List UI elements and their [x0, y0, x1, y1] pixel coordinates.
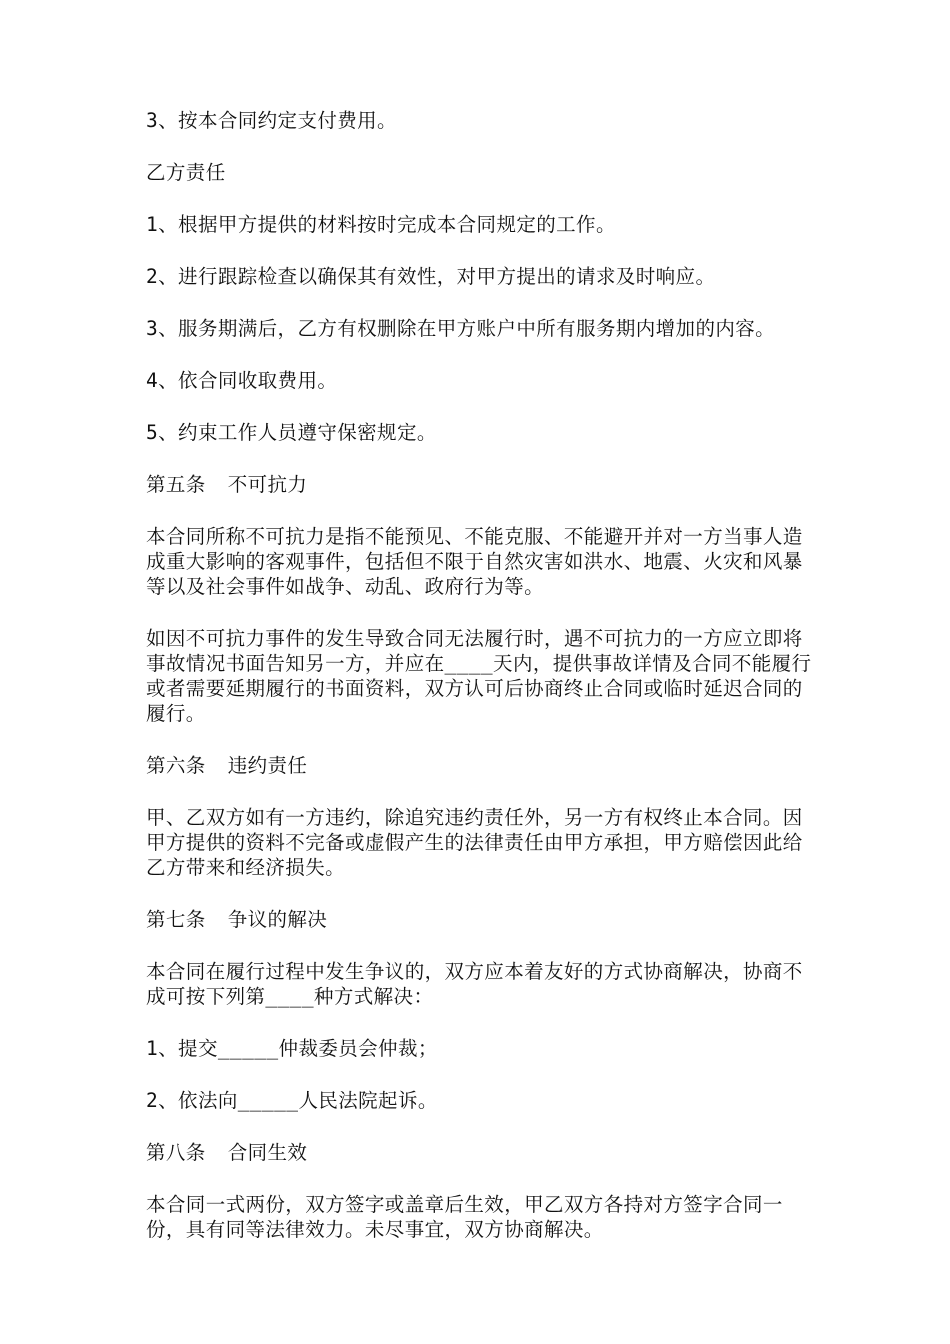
paragraph: 如因不可抗力事件的发生导致合同无法履行时，遇不可抗力的一方应立即将事故情况书面告知另一方，并应在____天内，提供事故详情及合同不能履行或者需要延期履行的书面资料，双方认可后协商终止合同或临时延迟合同的履行。 [146, 627, 812, 725]
paragraph: 2、依法向_____人民法院起诉。 [146, 1089, 438, 1112]
article-title: 合同生效 [227, 1141, 308, 1164]
paragraph: 1、根据甲方提供的材料按时完成本合同规定的工作。 [146, 213, 616, 236]
article-title: 争议的解决 [227, 908, 328, 931]
paragraph: 3、按本合同约定支付费用。 [146, 109, 397, 132]
article-number: 第八条 [146, 1141, 206, 1164]
section-subheading: 乙方责任 [146, 161, 226, 184]
article-heading-5 [146, 472, 816, 497]
article-title: 违约责任 [227, 754, 308, 777]
contract-body [146, 108, 816, 1269]
paragraph: 3、服务期满后，乙方有权删除在甲方账户中所有服务期内增加的内容。 [146, 317, 776, 340]
article-number: 第六条 [146, 754, 206, 777]
paragraph: 本合同在履行过程中发生争议的，双方应本着友好的方式协商解决，协商不成可按下列第____种方式解决： [146, 960, 803, 1008]
paragraph: 2、进行跟踪检查以确保其有效性，对甲方提出的请求及时响应。 [146, 265, 716, 288]
article-heading-8 [146, 1140, 816, 1165]
paragraph: 本合同一式两份，双方签字或盖章后生效，甲乙双方各持对方签字合同一份，具有同等法律效力。未尽事宜，双方协商解决。 [146, 1193, 783, 1241]
paragraph: 4、依合同收取费用。 [146, 369, 338, 392]
article-number: 第七条 [146, 908, 206, 931]
paragraph: 5、约束工作人员遵守保密规定。 [146, 421, 437, 444]
article-title: 不可抗力 [227, 473, 308, 496]
article-heading-7 [146, 907, 816, 932]
article-number: 第五条 [146, 473, 206, 496]
paragraph: 本合同所称不可抗力是指不能预见、不能克服、不能避开并对一方当事人造成重大影响的客观事件，包括但不限于自然灾害如洪水、地震、火灾和风暴等以及社会事件如战争、动乱、政府行为等。 [146, 525, 803, 598]
article-heading-6 [146, 753, 816, 778]
paragraph: 甲、乙双方如有一方违约，除追究违约责任外，另一方有权终止本合同。因甲方提供的资料不完备或虚假产生的法律责任由甲方承担，甲方赔偿因此给乙方带来和经济损失。 [146, 806, 803, 879]
paragraph: 1、提交_____仲裁委员会仲裁； [146, 1037, 438, 1060]
